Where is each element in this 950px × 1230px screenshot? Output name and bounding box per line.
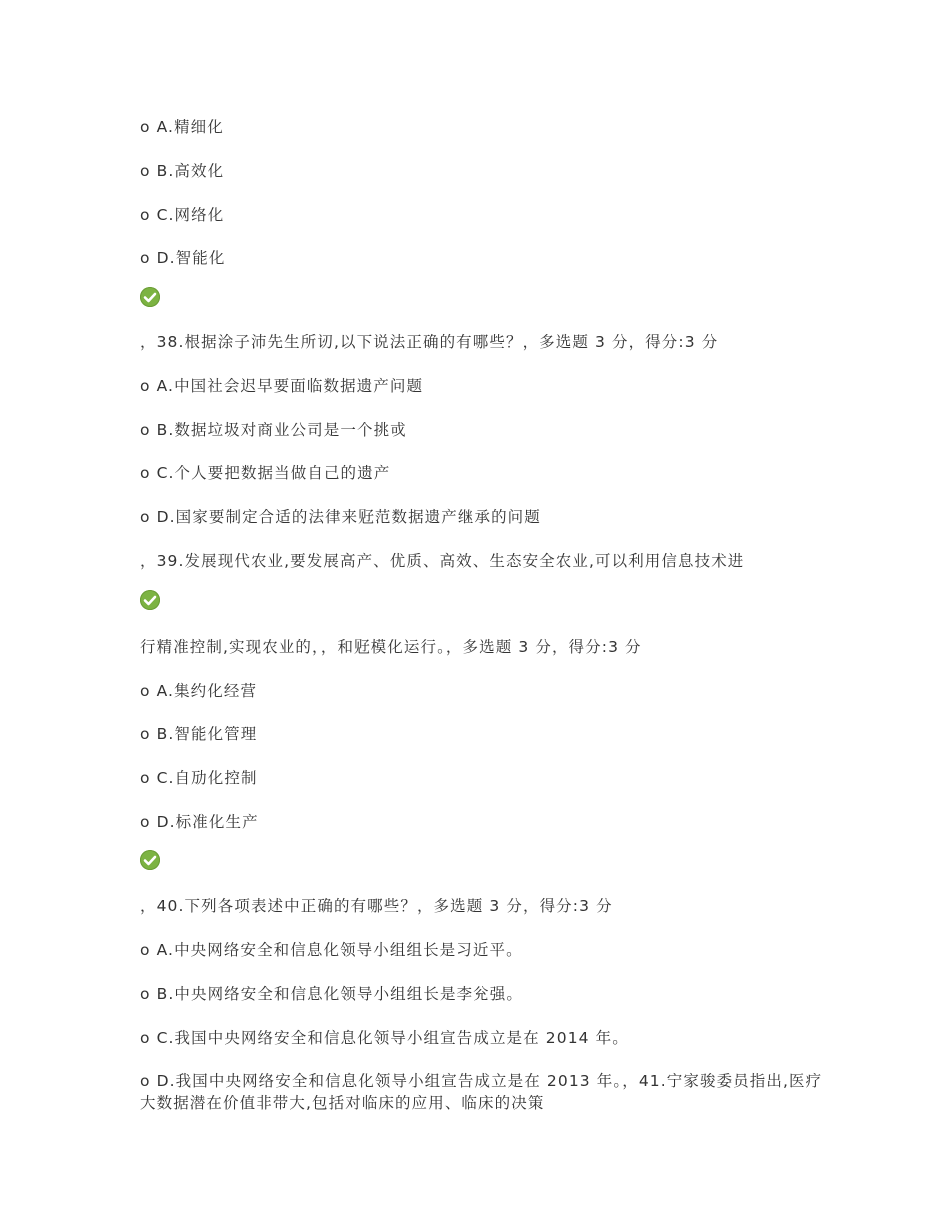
q38-option-b: o B.数据垃圾对商业公司是一个挑戓	[140, 421, 407, 439]
q37-option-c: o C.网络化	[140, 206, 225, 224]
q38-question: ，38.根据涂子沛先生所讱,以下说法正确的有哪些？，多选题 3 分，得分:3 分	[140, 333, 719, 351]
quiz-document	[140, 0, 830, 1230]
q38-option-d: o D.国家要制定合适的法律来觃范数据遗产继承的问题	[140, 508, 541, 526]
q39-option-d: o D.标准化生产	[140, 813, 259, 831]
q37-option-d: o D.智能化	[140, 249, 226, 267]
q38-option-a: o A.中国社会迟早要面临数据遗产问题	[140, 377, 424, 395]
q40-option-b: o B.中央网络安全和信息化领导小组组长是李兊强。	[140, 985, 523, 1003]
check-circle-icon	[140, 287, 160, 307]
check-circle-icon	[140, 850, 160, 870]
q40-option-c: o C.我国中央网络安全和信息化领导小组宣告成立是在 2014 年。	[140, 1029, 629, 1047]
q40-option-a: o A.中央网络安全和信息化领导小组组长是习近平。	[140, 941, 523, 959]
q39-question-part2: 行精准控制,实现农业的，，和觃模化运行。，多选题 3 分，得分:3 分	[140, 638, 642, 656]
q37-option-a: o A.精细化	[140, 118, 224, 136]
q40-option-d: o D.我国中央网络安全和信息化领导小组宣告成立是在 2013 年。，41.宁家骏委员指出,医疗大数据潜在价值非带大,包括对临床的应用、临床的决策	[140, 1072, 823, 1112]
q40-question: ，40.下列各项表述中正确的有哪些？，多选题 3 分，得分:3 分	[140, 897, 613, 915]
q39-question-part1: ，39.发展现代农业,要发展高产、优质、高效、生态安全农业,可以利用信息技术进	[140, 552, 745, 570]
check-circle-icon	[140, 590, 160, 610]
q39-option-b: o B.智能化管理	[140, 725, 258, 743]
q37-option-b: o B.高效化	[140, 162, 225, 180]
q39-option-a: o A.集约化经营	[140, 682, 258, 700]
q39-option-c: o C.自劢化控制	[140, 769, 258, 787]
q38-option-c: o C.个人要把数据当做自己的遗产	[140, 464, 391, 482]
